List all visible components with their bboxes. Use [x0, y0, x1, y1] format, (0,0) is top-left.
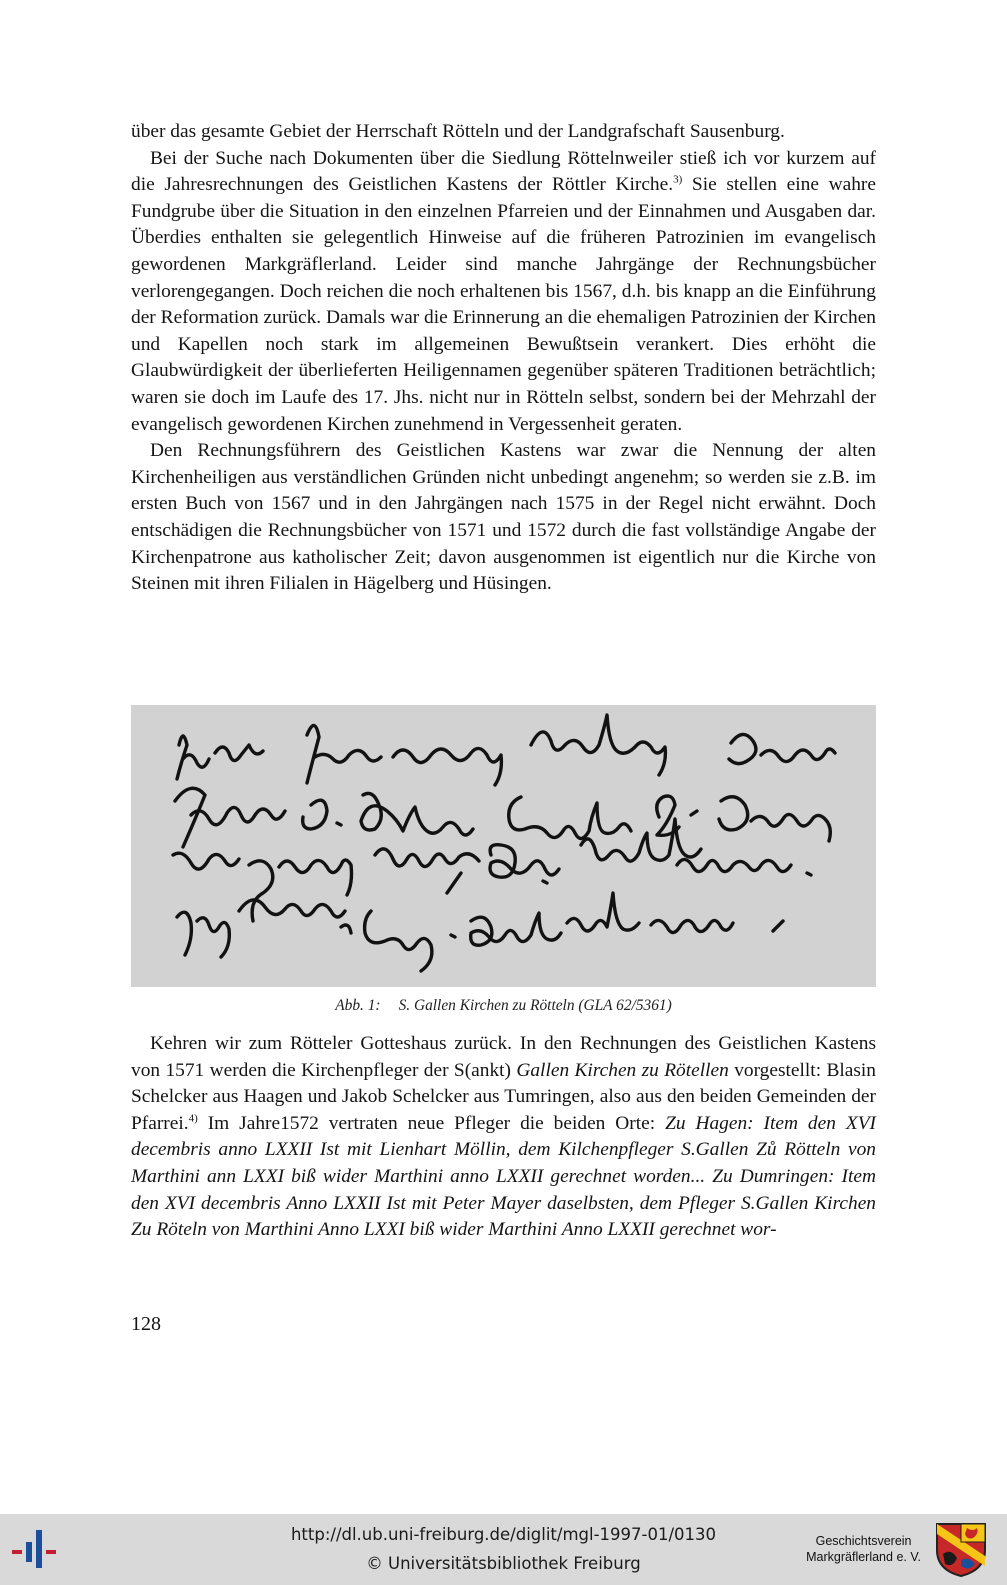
text-run: Sie stellen eine wahre Fundgrube über die Situation in den einzelnen Pfarreien und der Einnahmen und Ausgaben dar. Überdies enthalten sie gelegentlich Hinweise auf die früheren Patrozinien im evangelisch gewordenen Markgräflerland. Leider sind manche Jahrgänge der Rechnungsbücher verlorengegangen. Doch reichen die noch erhaltenen bis 1567, d.h. bis knapp an die Einführung der Reformation zurück. Damals war die Erinnerung an die ehemaligen Patrozinien der Kirchen und Kapellen noch stark im allgemeinen Bewußtsein verankert. Dies erhöht die Glaubwürdigkeit der überlieferten Heiligennamen gegenüber späteren Traditionen beträchtlich; waren sie doch im Laufe des 17. Jhs. nicht nur in Rötteln selbst, sondern bei der Mehrzahl der evangelisch gewordenen Kirchen zunehmend in Vergessenheit geraten.	[131, 174, 877, 435]
footer-bar	[0, 1514, 1007, 1585]
society-line-2: Markgräflerland e. V.	[806, 1550, 921, 1564]
coat-of-arms-icon	[933, 1520, 989, 1583]
italic-quote: Zu Hagen: Item den XVI decembris anno LXXII Ist mit Lienhart Möllin, dem Kilchenpfleger S.Gallen Zů Rötteln von Marthini ann LXXI biß wider Marthini anno LXXII gerechnet worden... Zu Dumringen: Item den XVI decembris Anno LXXII Ist mit Peter Mayer daselbsten, dem Pfleger S.Gallen Kirchen Zu Röteln von Marthini Anno LXXI biß wider Marthini Anno LXXII gerechnet wor-	[131, 1112, 876, 1241]
body-text-bottom	[131, 1031, 876, 1244]
body-text-top	[131, 119, 876, 598]
text-run: vorgestellt: Blasin Schelcker aus Haagen und Jakob Schelcker aus Tumringen, also aus den beiden Gemeinden der Pfarrei.	[131, 1059, 876, 1134]
handwriting-image	[131, 705, 876, 987]
figure-caption	[131, 997, 876, 1015]
text-run: Kehren wir zum Rötteler Gotteshaus zurück. In den Rechnungen des Geistlichen Kastens von 1571 werden die Kirchenpfleger der S(ankt)	[131, 1033, 876, 1081]
text-run: Bei der Suche nach Dokumenten über die Siedlung Röttelnweiler stieß ich vor kurzem auf die Jahresrechnungen des Geistlichen Kastens der Röttler Kirche.	[131, 147, 876, 196]
paragraph	[131, 146, 876, 439]
text-run: Im Jahre1572 vertraten neue Pfleger die beiden Orte:	[197, 1112, 666, 1134]
paragraph	[131, 438, 876, 598]
footer-copyright: © Universitätsbibliothek Freiburg	[366, 1554, 641, 1573]
paragraph	[131, 119, 876, 146]
paragraph	[131, 1031, 876, 1244]
text-run: Den Rechnungsführern des Geistlichen Kastens war zwar die Nennung der alten Kirchenheiligen aus verständlichen Gründen nicht unbedingt angenehm; so werden sie z.B. im ersten Buch von 1567 und in den Jahrgängen nach 1575 in der Regel nicht erwähnt. Doch entschädigen die Rechnungsbücher von 1571 und 1572 durch die fast vollständige Angabe der Kirchenpatrone aus katholischer Zeit; davon ausgenommen ist eigentlich nur die Kirche von Steinen mit ihren Filialen in Hägelberg und Hüsingen.	[131, 440, 876, 595]
society-line-1: Geschichtsverein	[815, 1534, 912, 1548]
society-name	[806, 1533, 921, 1565]
page-number: 128	[131, 1313, 161, 1335]
handwriting-figure	[131, 705, 876, 987]
footnote-reference: 3)	[673, 173, 683, 186]
footnote-reference: 4)	[188, 1112, 198, 1125]
figure-label: Abb. 1:	[335, 997, 381, 1014]
text-run: über das gesamte Gebiet der Herrschaft Rötteln und der Landgrafschaft Sausenburg.	[131, 121, 785, 142]
footer-url-link[interactable]: http://dl.ub.uni-freiburg.de/diglit/mgl-1997-01/0130	[290, 1525, 717, 1544]
italic-quote: Gallen Kirchen zu Rötellen	[516, 1059, 729, 1081]
figure-caption-text: S. Gallen Kirchen zu Rötteln (GLA 62/5361)	[398, 997, 672, 1014]
